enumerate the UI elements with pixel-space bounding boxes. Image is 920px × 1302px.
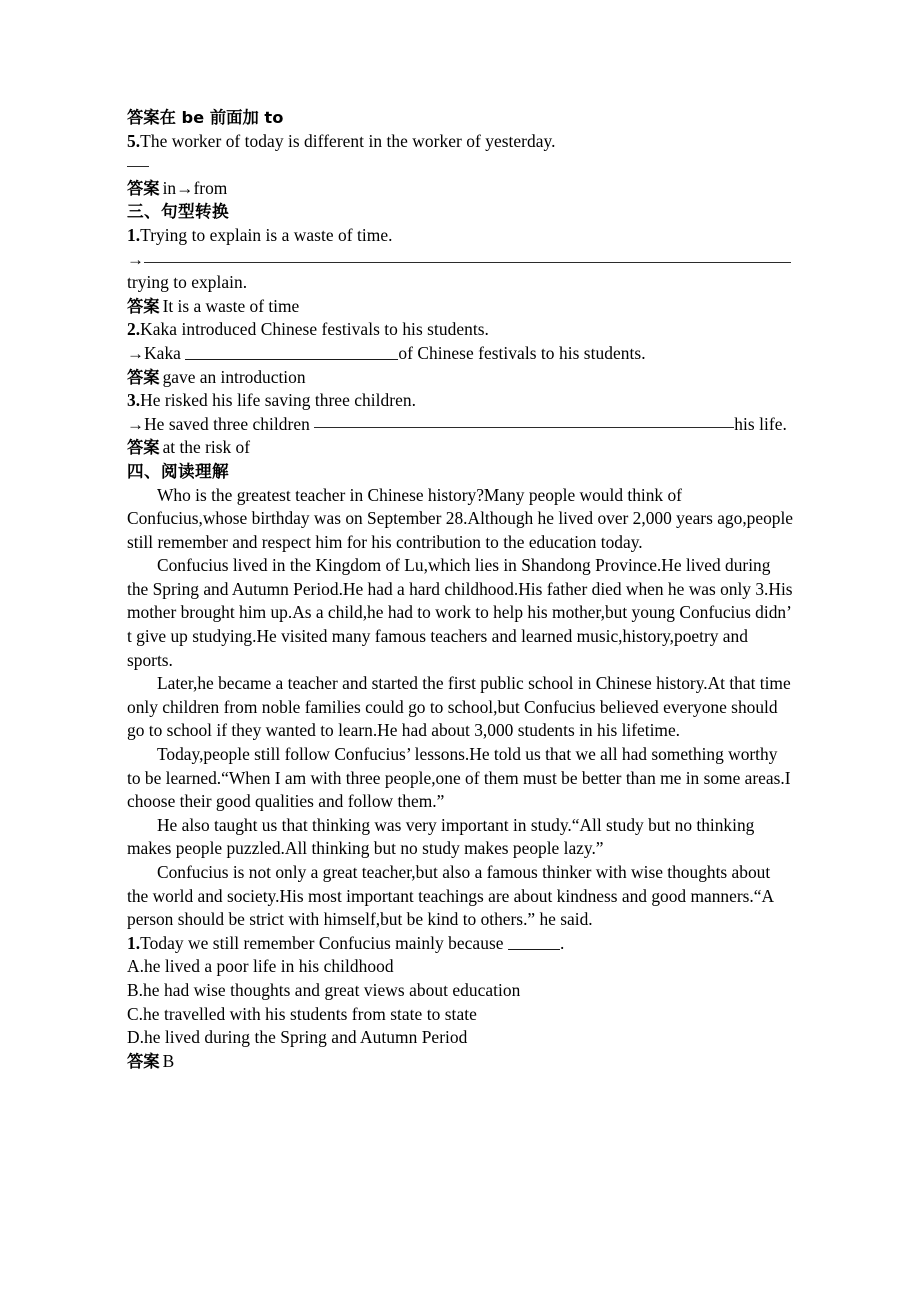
item-number: 5. (127, 130, 141, 151)
transform-trailing-text: his life. (734, 413, 787, 434)
reading-paragraph: Who is the greatest teacher in Chinese history?Many people would think of Confucius,whose birthday was on September 28.Although he lived over 2,000 years ago,people still remember and respect him for his contribution to the education today. (127, 484, 794, 552)
section-heading-text: 三、句型转换 (127, 202, 229, 222)
item-number: 1. (127, 932, 141, 953)
answer-label: 答案 (127, 178, 160, 198)
answer-line (127, 366, 795, 390)
answer-value: gave an introduction (162, 366, 306, 387)
transform-answer-line (127, 342, 795, 366)
item-text: Kaka introduced Chinese festivals to his students. (140, 319, 489, 340)
answer-line (127, 106, 795, 130)
transform-answer-line (127, 248, 795, 295)
arrow-icon: → (127, 414, 145, 434)
answer-value-cn: 在 be 前面加 to (159, 108, 284, 127)
exercise-item-1 (127, 224, 795, 248)
mcq-option-b[interactable]: B.he had wise thoughts and great views about education (127, 979, 521, 1000)
item-number: 3. (127, 390, 141, 411)
answer-line (127, 177, 795, 201)
transform-leading-text: Kaka (144, 342, 186, 363)
answer-line (127, 295, 795, 319)
mcq-stem (127, 932, 795, 956)
exercise-item-5 (127, 130, 795, 154)
mcq-option-a[interactable]: A.he lived a poor life in his childhood (127, 956, 394, 977)
section-heading-3 (127, 200, 795, 224)
answer-value: at the risk of (162, 437, 250, 458)
transform-trailing-text: trying to explain. (127, 272, 248, 293)
correction-dash-icon (127, 156, 149, 167)
transform-trailing-text: of Chinese festivals to his students. (398, 342, 646, 363)
answer-line (127, 436, 795, 460)
item-text: Trying to explain is a waste of time. (140, 224, 393, 245)
arrow-icon: → (127, 249, 145, 269)
answer-value: B (162, 1050, 175, 1071)
answer-value: in→from (162, 177, 228, 198)
reading-paragraph: Confucius is not only a great teacher,but also a famous thinker with wise thoughts about the world and society.His most important teachings are about kindness and good manners.“A person should be strict with himself,but be kind to others.” he said. (127, 862, 774, 930)
mcq-stem-text: Today we still remember Confucius mainly because (140, 932, 508, 953)
fill-in-blank[interactable] (508, 938, 560, 950)
answer-value: It is a waste of time (162, 295, 300, 316)
transform-answer-line (127, 413, 795, 437)
reading-paragraph: Today,people still follow Confucius’ lessons.He told us that we all had something worthy to be learned.“When I am with three people,one of them must be better than me in some areas.I choose their good qualities and follow them.” (127, 744, 791, 812)
reading-paragraph: He also taught us that thinking was very important in study.“All study but no thinking makes people puzzled.All thinking but no study makes people lazy.” (127, 814, 755, 859)
item-text: He risked his life saving three children. (140, 390, 417, 411)
answer-label: 答案 (127, 1051, 160, 1071)
mcq-option-d[interactable]: D.he lived during the Spring and Autumn Period (127, 1027, 468, 1048)
answer-line (127, 1050, 795, 1074)
answer-label: 答案 (127, 108, 160, 127)
correction-dash-line (127, 153, 795, 177)
fill-in-blank[interactable] (144, 249, 791, 263)
page-content (127, 106, 795, 1073)
answer-label: 答案 (127, 296, 160, 316)
exercise-item-2 (127, 318, 795, 342)
mcq-stem-trailing: . (559, 932, 565, 953)
item-number: 1. (127, 224, 141, 245)
answer-label: 答案 (127, 438, 160, 458)
reading-paragraph: Later,he became a teacher and started the first public school in Chinese history.At that time only children from noble families could go to school,but Confucius believed everyone should go to school if they wanted to learn.He had about 3,000 students in his lifetime. (127, 673, 791, 741)
item-text: The worker of today is different in the worker of yesterday. (140, 130, 556, 151)
item-number: 2. (127, 319, 141, 340)
section-heading-4 (127, 460, 795, 484)
exercise-item-3 (127, 389, 795, 413)
answer-label: 答案 (127, 367, 160, 387)
fill-in-blank[interactable] (185, 348, 398, 360)
reading-paragraph: Confucius lived in the Kingdom of Lu,which lies in Shandong Province.He lived during the Spring and Autumn Period.He had a hard childhood.His father died when he was only 3.His mother brought him up.As a child,he had to work to help his mother,but young Confucius didn’ t give up studying.He visited many famous teachers and learned music,history,poetry and sports. (127, 555, 793, 670)
transform-leading-text: He saved three children (144, 413, 315, 434)
mcq-option-c[interactable]: C.he travelled with his students from state to state (127, 1003, 477, 1024)
fill-in-blank[interactable] (314, 414, 734, 428)
section-heading-text: 四、阅读理解 (127, 461, 229, 481)
arrow-icon: → (127, 343, 145, 363)
